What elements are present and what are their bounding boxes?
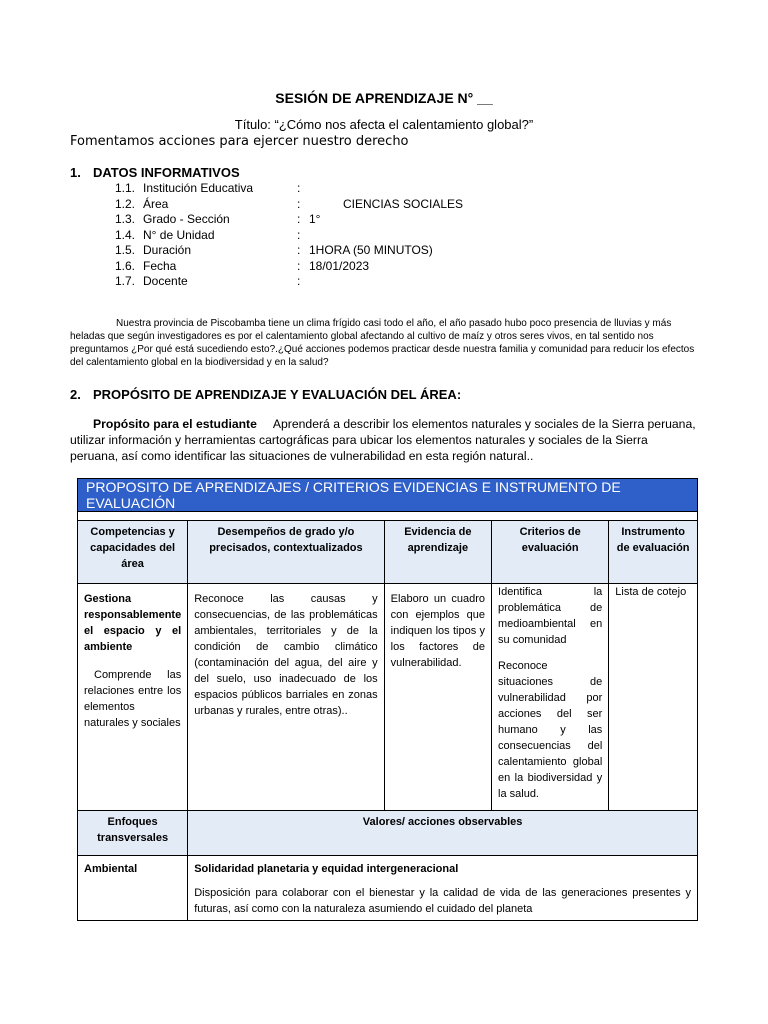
column-header: Desempeños de grado y/o precisados, contextualizados — [188, 521, 384, 584]
evaluation-table — [77, 478, 698, 921]
purpose-label: Propósito para el estudiante — [93, 417, 257, 431]
enfoques-label: Enfoques transversales — [78, 811, 188, 856]
ambiental-value: Solidaridad planetaria y equidad intergeneracional — [194, 863, 459, 875]
criteria-item: Reconoce situaciones de vulnerabilidad por acciones del ser humano y las consecuencias del calentamiento global en la biodiversidad y la salud. — [498, 660, 603, 800]
info-colon: : — [297, 227, 301, 242]
info-colon: : — [297, 274, 301, 288]
section-2-number: 2. — [70, 387, 81, 402]
table-row — [78, 856, 698, 921]
info-value: CIENCIAS SOCIALES — [343, 196, 464, 211]
info-number: 1.2. — [115, 196, 136, 211]
info-colon: : — [297, 196, 301, 211]
info-number: 1.4. — [115, 227, 136, 242]
purpose-paragraph — [70, 416, 698, 464]
info-value: 1HORA (50 MINUTOS) — [309, 243, 433, 257]
section-1-number: 1. — [70, 165, 81, 180]
evidence-cell — [384, 584, 491, 811]
purpose-text: Aprenderá a describir los elementos naturales y sociales de la Sierra peruana, utilizar información y herramientas cartográficas para ubicar los elementos naturales y sociales de la Sierra peruana, así como identificar las situaciones de vulnerabilidad en esta región natural.. — [70, 417, 696, 463]
info-label: Institución Educativa — [143, 181, 254, 195]
criteria-cell — [492, 584, 609, 811]
info-number: 1.5. — [115, 243, 136, 257]
table-heading: PROPOSITO DE APRENDIZAJES / CRITERIOS EVIDENCIAS E INSTRUMENTO DE EVALUACIÓN — [78, 479, 698, 512]
competence-capacity: Comprende las relaciones entre los elementos naturales y sociales — [84, 669, 182, 729]
info-label: Fecha — [143, 258, 177, 273]
instrument-cell — [609, 584, 698, 811]
info-label: Grado - Sección — [143, 212, 230, 226]
column-header: Criterios de evaluación — [492, 521, 609, 584]
criteria-item: Identifica la problemática de medioambiental en su comunidad — [498, 586, 603, 646]
info-colon: : — [297, 212, 301, 226]
section-1-title: DATOS INFORMATIVOS — [93, 165, 240, 180]
performance-text: Reconoce las causas y consecuencias, de las problemáticas ambientales, territoriales y de la condición de cambio climático (contaminación del agua, del aire y del suelo, uso inadecuado de los espacios públicos barriales en zonas urbanas y rurales, entre otras).. — [194, 593, 378, 717]
info-number: 1.3. — [115, 212, 136, 226]
evidence-text: Elaboro un cuadro con ejemplos que indiquen los tipos y los factores de vulnerabilidad. — [390, 593, 486, 669]
ambiental-label: Ambiental — [78, 856, 188, 921]
column-header: Competencias y capacidades del área — [78, 521, 188, 584]
ambiental-description: Disposición para colaborar con el bienestar y la calidad de vida de las generaciones presentes y futuras, así como con la naturaleza asumiendo el cuidado del planeta — [194, 887, 691, 915]
table-row — [78, 811, 698, 856]
session-title: SESIÓN DE APRENDIZAJE N° __ — [275, 90, 493, 106]
performance-cell — [188, 584, 384, 811]
table-row — [78, 584, 698, 811]
info-label: Docente — [143, 274, 188, 288]
column-header: Evidencia de aprendizaje — [384, 521, 491, 584]
info-colon: : — [297, 243, 301, 257]
info-number: 1.7. — [115, 274, 136, 288]
valores-label: Valores/ acciones observables — [188, 811, 698, 856]
instrument-text: Lista de cotejo — [615, 586, 687, 598]
info-value: 18/01/2023 — [309, 258, 370, 273]
info-number: 1.6. — [115, 258, 136, 273]
info-number: 1.1. — [115, 181, 136, 195]
info-label: Área — [143, 196, 169, 211]
info-colon: : — [297, 181, 301, 195]
section-2-heading — [70, 387, 461, 402]
info-value: 1° — [309, 212, 321, 226]
table-spacer-row — [78, 512, 698, 521]
situation-paragraph: Nuestra provincia de Piscobamba tiene un clima frígido casi todo el año, el año pasado hubo poco presencia de lluvias y más heladas que según investigadores es por el calentamiento global afectando al cultivo de maíz y otros seres vivos, en tal sentido nos preguntamos ¿Por qué está sucediendo esto?.¿Qué acciones podemos practicar desde nuestra familia y comunidad para reducir los efectos del calentamiento global en la biodiversidad y en la salud? — [70, 318, 695, 368]
ambiental-cell — [188, 856, 698, 921]
section-1-heading — [70, 165, 240, 180]
competence-title: Gestiona responsablemente el espacio y el ambiente — [84, 593, 182, 653]
info-label: N° de Unidad — [143, 227, 215, 242]
section-2-title: PROPÓSITO DE APRENDIZAJE Y EVALUACIÓN DEL ÁREA: — [93, 387, 462, 402]
info-colon: : — [297, 258, 301, 273]
column-header: Instrumento de evaluación — [609, 521, 698, 584]
session-subtitle: Título: “¿Cómo nos afecta el calentamiento global?” — [234, 117, 534, 132]
competence-cell — [78, 584, 188, 811]
table-header-row — [78, 521, 698, 584]
info-label: Duración — [143, 243, 192, 257]
session-subtitle-2: Fomentamos acciones para ejercer nuestro derecho — [70, 134, 409, 149]
